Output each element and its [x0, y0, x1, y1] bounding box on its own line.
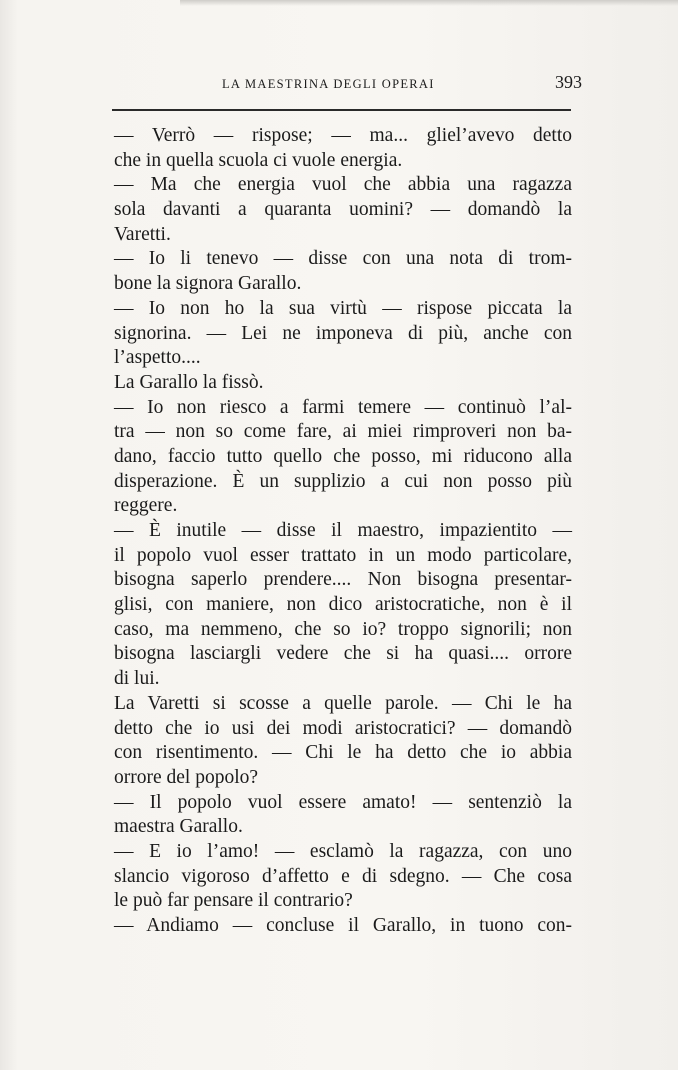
page-number: 393 — [555, 72, 582, 92]
text-line: La Garallo la fissò. — [114, 371, 264, 393]
header-rule — [112, 109, 571, 111]
text-line: — Io non riesco a farmi temere — continuò l’al- — [114, 396, 572, 418]
text-line: reggere. — [114, 495, 178, 517]
text-line: — Io li tenevo — disse con una nota di trom- — [114, 248, 572, 270]
text-line: di lui. — [114, 668, 160, 690]
text-line: Varetti. — [114, 223, 171, 245]
text-line: — Io non ho la sua virtù — rispose piccata la — [114, 297, 572, 319]
text-line: — Il popolo vuol essere amato! — sentenziò la — [114, 791, 572, 813]
text-line: maestra Garallo. — [114, 816, 243, 838]
text-line: signorina. — Lei ne imponeva di più, anche con — [114, 322, 572, 344]
text-line: l’aspetto.... — [114, 347, 201, 369]
text-line: bisogna saperlo prendere.... Non bisogna presentar- — [114, 569, 572, 591]
text-line: sola davanti a quaranta uomini? — domandò la — [114, 199, 572, 221]
text-line: — È inutile — disse il maestro, impazientito — — [114, 520, 572, 541]
text-line: La Varetti si scosse a quelle parole. — Chi le ha — [114, 692, 572, 714]
text-line: — Verrò — rispose; — ma... gliel’avevo detto — [114, 125, 572, 146]
text-line: che in quella scuola ci vuole energia. — [114, 149, 403, 171]
text-line: le può far pensare il contrario? — [114, 890, 353, 912]
running-title: LA MAESTRINA DEGLI OPERAI — [222, 77, 435, 91]
text-line: tra — non so come fare, ai miei rimproveri non ba- — [114, 421, 572, 443]
running-head — [112, 72, 582, 102]
page-top-edge-shadow — [180, 0, 678, 6]
text-line: con risentimento. — Chi le ha detto che io abbia — [114, 742, 572, 764]
text-line: slancio vigoroso d’affetto e di sdegno. — Che cosa — [114, 865, 572, 887]
text-line: bisogna lasciargli vedere che si ha quasi.... orrore — [114, 643, 572, 665]
text-line: dano, faccio tutto quello che posso, mi riducono alla — [114, 445, 572, 467]
text-line: — Ma che energia vuol che abbia una ragazza — [114, 174, 572, 196]
text-line: — Andiamo — concluse il Garallo, in tuono con- — [114, 915, 572, 936]
text-line: glisi, con maniere, non dico aristocratiche, non è il — [114, 594, 572, 616]
text-line: caso, ma nemmeno, che so io? troppo signorili; non — [114, 618, 572, 640]
body-text — [114, 124, 572, 939]
text-line: bone la signora Garallo. — [114, 273, 302, 295]
text-line: detto che io usi dei modi aristocratici? — domandò — [114, 717, 572, 739]
text-line: disperazione. È un supplizio a cui non posso più — [114, 470, 572, 492]
text-line: — E io l’amo! — esclamò la ragazza, con uno — [114, 840, 572, 862]
text-line: il popolo vuol esser trattato in un modo particolare, — [114, 544, 572, 566]
text-line: orrore del popolo? — [114, 766, 259, 788]
